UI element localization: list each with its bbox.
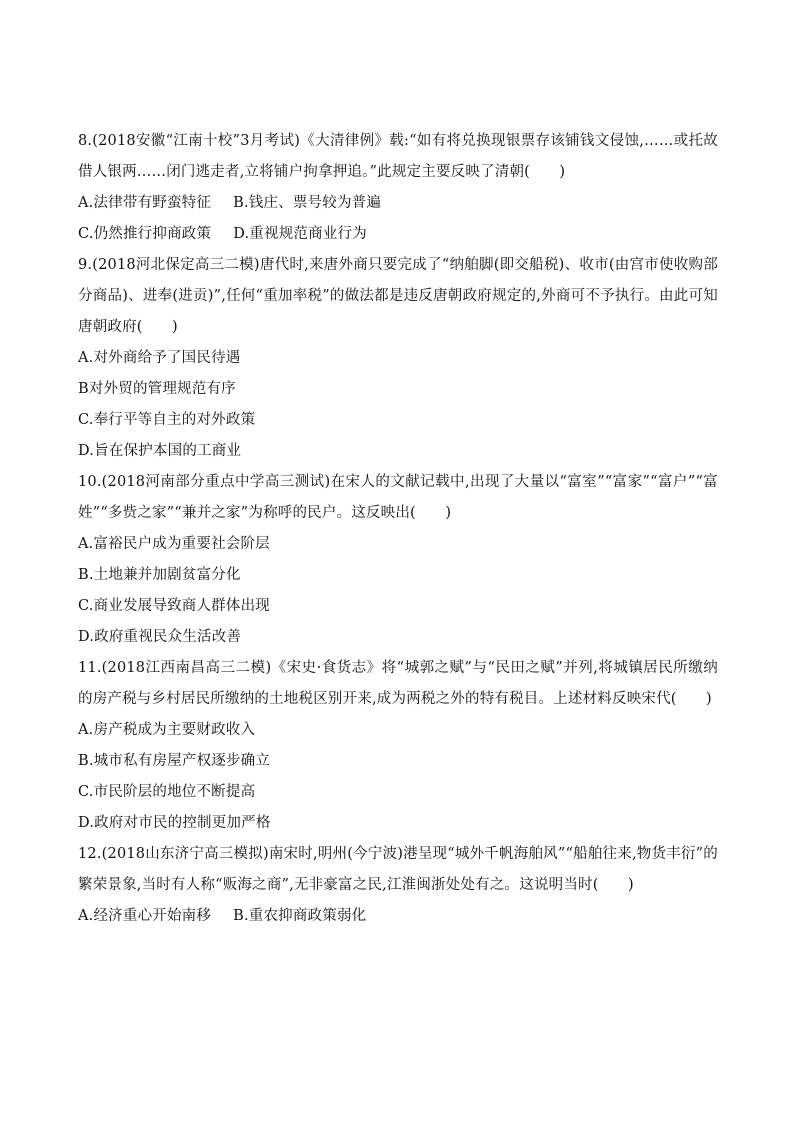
answer-option: B对外贸的管理规范有序 [78,381,236,397]
answer-option: B.重农抑商政策弱化 [233,908,367,924]
option-row [78,405,718,436]
answer-option: A.房产税成为主要财政收入 [78,722,256,738]
answer-option: A.经济重心开始南移 [78,908,212,924]
answer-option: A.对外商给予了国民待遇 [78,350,241,366]
answer-option: D.旨在保护本国的工商业 [78,443,242,459]
answer-option: C.奉行平等自主的对外政策 [78,412,256,428]
option-row [78,436,718,467]
question-11 [78,653,718,839]
question-stem: 8.(2018安徽“江南十校”3月考试)《大清律例》载:“如有将兑换现银票存该铺钱文侵蚀,……或托故借人银两……闭门逃走者,立将铺户拘拿押追。”此规定主要反映了清朝( ) [78,133,718,180]
answer-option: A.富裕民户成为重要社会阶层 [78,536,270,552]
answer-option: A.法律带有野蛮特征 [78,195,212,211]
answer-option: C.仍然推行抑商政策 [78,226,212,242]
option-row [78,777,718,808]
answer-option: C.市民阶层的地位不断提高 [78,784,256,800]
option-row [78,746,718,777]
option-row [78,622,718,653]
question-12 [78,839,718,932]
option-row [78,188,718,219]
option-row [78,374,718,405]
option-row [78,901,718,932]
option-row [78,808,718,839]
answer-option: D.政府对市民的控制更加严格 [78,815,271,831]
option-row [78,560,718,591]
option-row [78,715,718,746]
option-row [78,591,718,622]
question-10 [78,467,718,653]
option-row [78,529,718,560]
question-stem: 12.(2018山东济宁高三模拟)南宋时,明州(今宁波)港呈现“城外千帆海舶风”“船舶往来,物货丰衍”的繁荣景象,当时有人称“贩海之商”,无非豪富之民,江淮闽浙处处有之。这说明当时( ) [78,846,718,893]
document-page [78,126,718,932]
option-row [78,343,718,374]
answer-option: B.城市私有房屋产权逐步确立 [78,753,271,769]
question-stem: 9.(2018河北保定高三二模)唐代时,来唐外商只要完成了“纳舶脚(即交船税)、收市(由宫市使收购部分商品)、进奉(进贡)”,任何“重加率税”的做法都是违反唐朝政府规定的,外商可不予执行。由此可知唐朝政府( ) [78,257,718,335]
question-stem: 10.(2018河南部分重点中学高三测试)在宋人的文献记载中,出现了大量以“富室”“富家”“富户”“富姓”“多赀之家”“兼并之家”为称呼的民户。这反映出( ) [78,474,718,521]
answer-option: B.钱庄、票号较为普遍 [233,195,382,211]
answer-option: D.政府重视民众生活改善 [78,629,242,645]
option-row [78,219,718,250]
answer-option: B.土地兼并加剧贫富分化 [78,567,241,583]
question-stem: 11.(2018江西南昌高三二模)《宋史·食货志》将“城郭之赋”与“民田之赋”并列,将城镇居民所缴纳的房产税与乡村居民所缴纳的土地税区别开来,成为两税之外的特有税目。上述材料反映宋代( ) [78,660,718,707]
answer-option: C.商业发展导致商人群体出现 [78,598,270,614]
question-9 [78,250,718,467]
question-8 [78,126,718,250]
answer-option: D.重视规范商业行为 [233,226,367,242]
